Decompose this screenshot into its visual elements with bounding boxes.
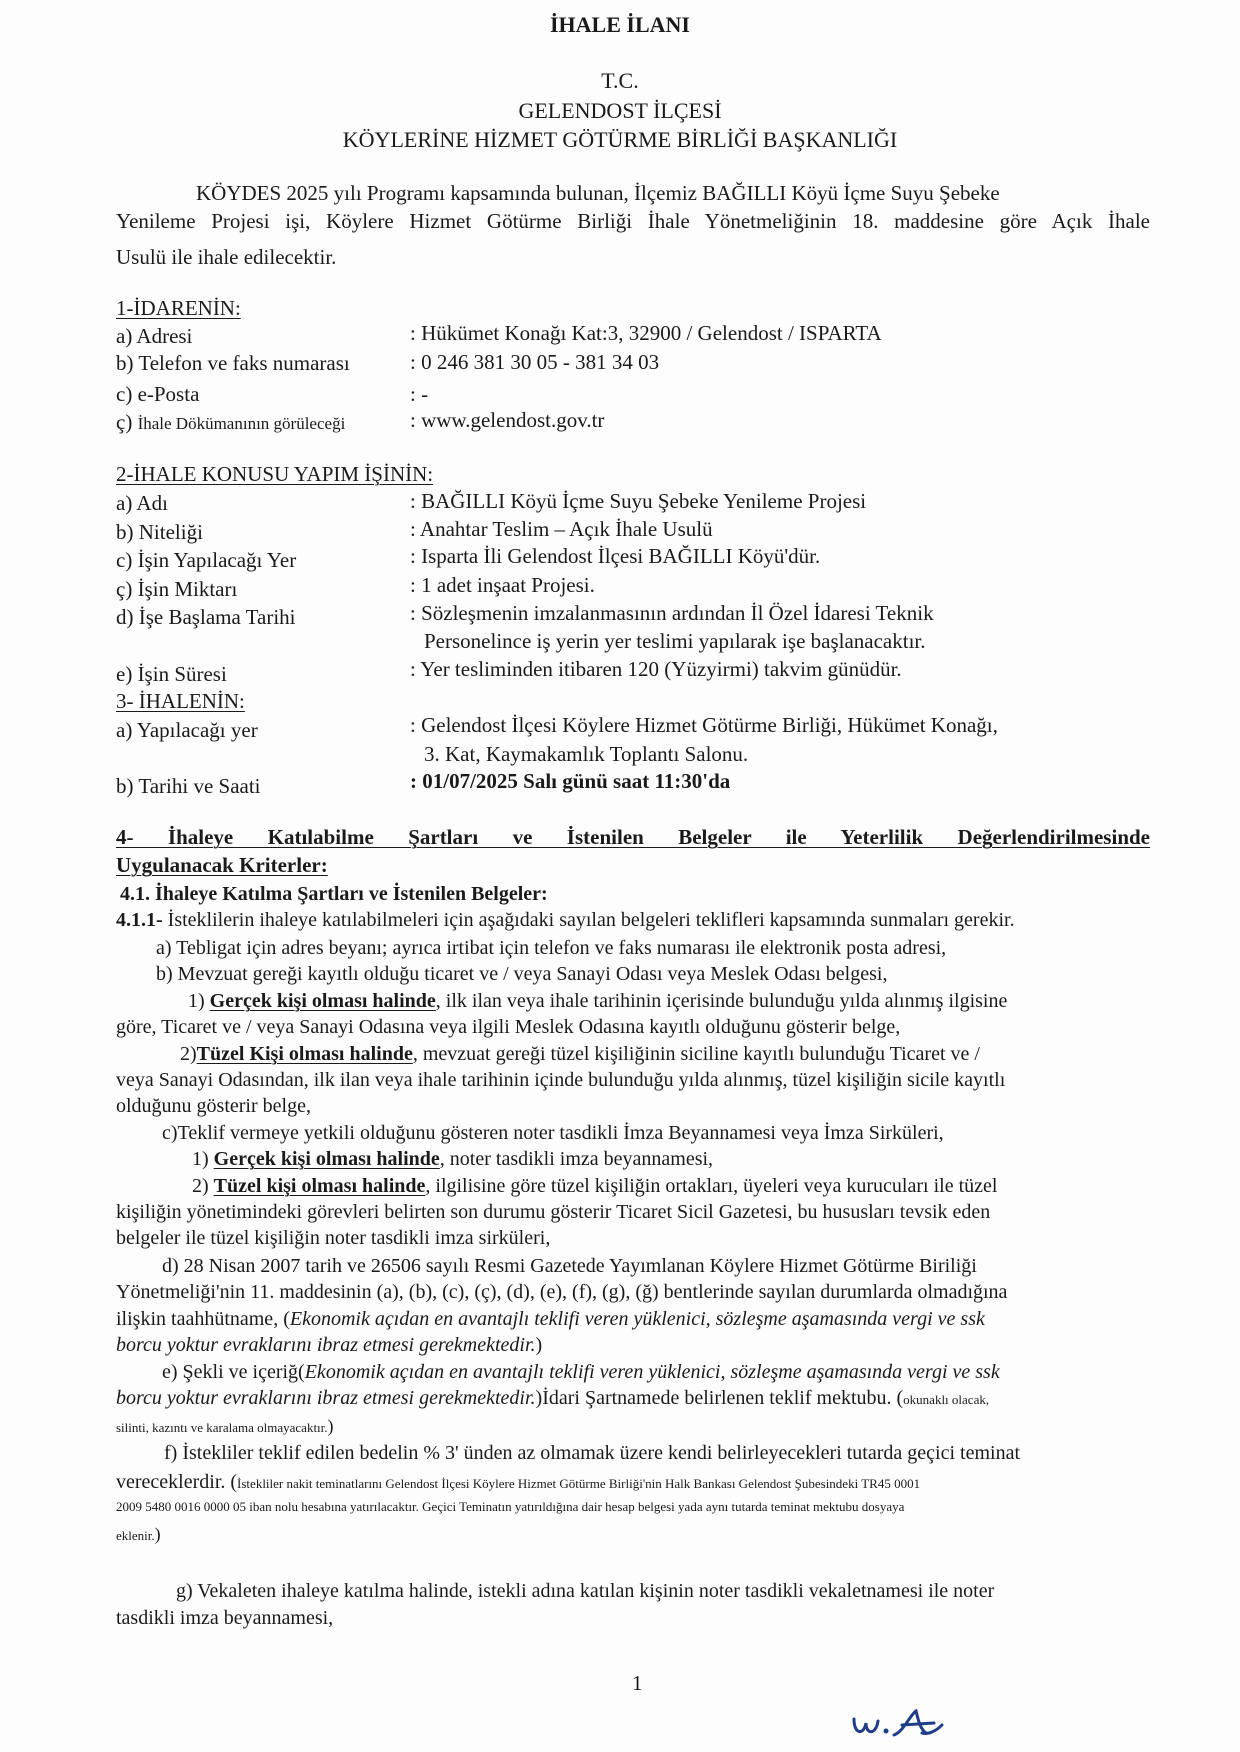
item-b2 — [180, 1041, 980, 1067]
item-b1-num: 1) — [188, 990, 210, 1012]
item-b1-bold: Gerçek kişi olması halinde — [209, 990, 436, 1012]
intro-line-3: Usulü ile ihale edilecektir. — [116, 245, 337, 269]
item-c1-num: 1) — [192, 1148, 214, 1170]
s3-label-datetime: b) Tarihi ve Saati — [116, 774, 261, 798]
item-e-line1-i: Ekonomik açıdan en avantajlı teklifi veren yüklenici, sözleşme aşamasında vergi ve ssk — [304, 1361, 1000, 1383]
item-f-line1: f) İstekliler teklif edilen bedelin % 3' ünden az olmamak üzere kendi belirleyecekleri tutarda geçici teminat — [164, 1442, 1021, 1464]
header-tc: T.C. — [601, 68, 639, 93]
item-e-line2-a: )İdari Şartnamede belirlenen teklif mektubu. ( — [535, 1387, 904, 1409]
item-e-line1-a: e) Şekli ve içeriğ( — [162, 1361, 305, 1383]
header-district: GELENDOST İLÇESİ — [518, 98, 722, 123]
section3-heading: 3- İHALENİN: — [116, 689, 245, 713]
p411 — [116, 907, 1015, 933]
item-e-line2-small: okunaklı olacak, — [903, 1392, 990, 1407]
section4-heading-1: 4- İhaleye Katılabilme Şartları ve İstenilen Belgeler ile Yeterlilik Değerlendirilmesinde — [116, 825, 1150, 849]
item-f-line2-small: İstekliler nakit teminatlarını Gelendost İlçesi Köylere Hizmet Götürme Birliği'nin Halk Bankası Gelendost Şubesindeki TR45 0001 — [237, 1476, 921, 1491]
item-b2-line3: olduğunu gösterir belge, — [116, 1095, 311, 1117]
item-b2-rest: , mevzuat gereği tüzel kişiliğinin siciline kayıtlı bulunduğu Ticaret ve / — [412, 1043, 980, 1065]
s2-value-location: : Isparta İli Gelendost İlçesi BAĞILLI Köyü'dür. — [410, 544, 821, 568]
intro-line-1: KÖYDES 2025 yılı Programı kapsamında bulunan, İlçemiz BAĞILLI Köyü İçme Suyu Şebeke — [196, 181, 1000, 205]
page-number: 1 — [632, 1671, 643, 1695]
s1-value-docs: : www.gelendost.gov.tr — [410, 408, 605, 432]
s3-label-place: a) Yapılacağı yer — [116, 718, 258, 742]
s1-value-phone: : 0 246 381 30 05 - 381 34 03 — [410, 350, 660, 374]
s3-value-place-2: 3. Kat, Kaymakamlık Toplantı Salonu. — [424, 742, 749, 766]
item-b2-num: 2) — [180, 1043, 197, 1065]
section2-heading: 2-İHALE KONUSU YAPIM İŞİNİN: — [116, 462, 434, 486]
item-d-line3-i: Ekonomik açıdan en avantajlı teklifi veren yüklenici, sözleşme aşamasında vergi ve ssk — [289, 1308, 985, 1330]
signature-mark — [850, 1705, 950, 1745]
s1-label-email: c) e-Posta — [116, 382, 200, 406]
item-c: c)Teklif vermeye yetkili olduğunu gösteren noter tasdikli İmza Beyannamesi veya İmza Sirküleri, — [162, 1122, 944, 1144]
item-c2-bold: Tüzel kişi olması halinde — [213, 1175, 426, 1197]
item-b1-line2: göre, Ticaret ve / veya Sanayi Odasına veya ilgili Meslek Odasına kayıtlı olduğunu gösterir belge, — [116, 1016, 901, 1038]
item-b1-rest: , ilk ilan veya ihale tarihinin içerisinde bulunduğu yılda alınmış ilgisine — [435, 990, 1008, 1012]
intro-line-2: Yenileme Projesi işi, Köylere Hizmet Götürme Birliği İhale Yönetmeliğinin 18. maddesine göre Açık İhale — [116, 209, 1150, 233]
s2-value-start: : Sözleşmenin imzalanmasının ardından İl Özel İdaresi Teknik — [410, 601, 934, 625]
s1-value-email: : - — [410, 382, 429, 406]
item-e-line2-i: borcu yoktur evraklarını ibraz etmesi gerekmektedir. — [116, 1387, 536, 1409]
item-g-line2: tasdikli imza beyannamesi, — [116, 1607, 334, 1629]
item-e-line1 — [162, 1359, 1000, 1385]
s2-value-duration: : Yer tesliminden itibaren 120 (Yüzyirmi) takvim günüdür. — [410, 657, 902, 681]
section1-heading: 1-İDARENİN: — [116, 296, 241, 320]
item-b2-bold: Tüzel Kişi olması halinde — [196, 1043, 413, 1065]
s2-label-name: a) Adı — [116, 491, 168, 515]
s1-label-address: a) Adresi — [116, 324, 193, 348]
item-c1-bold: Gerçek kişi olması halinde — [213, 1148, 440, 1170]
item-b2-line2: veya Sanayi Odasından, ilk ilan veya ihale tarihinin içinde bulunduğu yılda alınmış, tüzel kişiliğin sicile kayıtlı — [116, 1069, 1006, 1091]
item-c2-line3: belgeler ile tüzel kişiliğin noter tasdikli imza sirküleri, — [116, 1227, 551, 1249]
s1-label-phone: b) Telefon ve faks numarası — [116, 351, 350, 375]
section4-sub: 4.1. İhaleye Katılma Şartları ve İstenilen Belgeler: — [120, 883, 548, 905]
item-b1 — [188, 988, 1007, 1014]
item-d-line4-a: ) — [535, 1334, 543, 1356]
s1-label-docs-text: İhale Dökümanının görüleceği — [137, 414, 346, 433]
s3-value-place: : Gelendost İlçesi Köylere Hizmet Götürme Birliği, Hükümet Konağı, — [410, 713, 998, 737]
p411-text: İsteklilerin ihaleye katılabilmeleri için aşağıdaki sayılan belgeleri teklifleri kapsamında sunmaları gerekir. — [162, 909, 1015, 931]
item-d-line1: d) 28 Nisan 2007 tarih ve 26506 sayılı Resmi Gazetede Yayımlanan Köylere Hizmet Götürme Biriliği — [162, 1255, 977, 1277]
s2-label-quantity: ç) İşin Miktarı — [116, 577, 238, 601]
item-d-line3-a: ilişkin taahhütname, ( — [116, 1308, 290, 1330]
section4-heading-2: Uygulanacak Kriterler: — [116, 853, 328, 877]
item-c2 — [192, 1173, 997, 1199]
s2-label-nature: b) Niteliği — [116, 520, 203, 544]
item-c2-line2: kişiliğin yönetimindeki görevleri belirten son durumu gösterir Ticaret Sicil Gazetesi, bu hususları tevsik eden — [116, 1201, 991, 1223]
header-union: KÖYLERİNE HİZMET GÖTÜRME BİRLİĞİ BAŞKANLIĞI — [342, 127, 898, 152]
s2-label-start: d) İşe Başlama Tarihi — [116, 605, 296, 629]
item-f-line3: 2009 5480 0016 0000 05 iban nolu hesabına yatırılacaktır. Geçici Teminatın yatırıldığına dair hesap belgesi yada aynı tutarda teminat mektubu dosyaya — [116, 1499, 905, 1514]
item-f-line2 — [116, 1468, 920, 1497]
s1-label-docs — [116, 409, 345, 437]
item-g-line1: g) Vekaleten ihaleye katılma halinde, istekli adına katılan kişinin noter tasdikli vekaletnamesi ile noter — [176, 1580, 995, 1602]
item-f-line4-small: eklenir. — [116, 1528, 155, 1543]
item-d-line4 — [116, 1332, 542, 1358]
s2-label-location: c) İşin Yapılacağı Yer — [116, 548, 297, 572]
item-e-line2 — [116, 1385, 989, 1413]
item-a: a) Tebligat için adres beyanı; ayrıca irtibat için telefon ve faks numarası ile elektronik posta adresi, — [156, 937, 947, 959]
item-c2-rest: , ilgilisine göre tüzel kişiliğin ortakları, üyeleri veya kurucuları ile tüzel — [425, 1175, 998, 1197]
s1-label-docs-prefix: ç) — [116, 410, 138, 434]
p411-num: 4.1.1- — [116, 909, 163, 931]
item-e-line3 — [116, 1412, 334, 1441]
item-d-line4-i: borcu yoktur evraklarını ibraz etmesi gerekmektedir. — [116, 1334, 536, 1356]
s2-value-quantity: : 1 adet inşaat Projesi. — [410, 573, 595, 597]
item-f-line4 — [116, 1520, 161, 1549]
item-f-line2-a: vereceklerdir. ( — [116, 1471, 238, 1493]
item-c1-rest: , noter tasdikli imza beyannamesi, — [439, 1148, 714, 1170]
item-c1 — [192, 1146, 713, 1172]
item-c2-num: 2) — [192, 1175, 214, 1197]
s3-value-datetime: : 01/07/2025 Salı günü saat 11:30'da — [410, 769, 731, 793]
item-f-line4-a: ) — [154, 1524, 161, 1544]
s2-value-start-2: Personelince iş yerin yer teslimi yapılarak işe başlanacaktır. — [424, 629, 926, 653]
s1-value-address: : Hükümet Konağı Kat:3, 32900 / Gelendost / ISPARTA — [410, 321, 882, 345]
s2-value-nature: : Anahtar Teslim – Açık İhale Usulü — [410, 517, 713, 541]
document-title: İHALE İLANI — [550, 12, 690, 37]
s2-value-name: : BAĞILLI Köyü İçme Suyu Şebeke Yenileme Projesi — [410, 489, 867, 513]
item-d-line3 — [116, 1306, 985, 1332]
s2-label-duration: e) İşin Süresi — [116, 662, 227, 686]
item-d-line2: Yönetmeliği'nin 11. maddesinin (a), (b), (c), (ç), (d), (e), (f), (g), (ğ) bentlerinde sayılan durumlarda olmadığına — [116, 1281, 1008, 1303]
item-e-line3-small: silinti, kazıntı ve karalama olmayacaktır. — [116, 1420, 328, 1435]
item-b: b) Mevzuat gereği kayıtlı olduğu ticaret ve / veya Sanayi Odası veya Meslek Odası belgesi, — [156, 963, 888, 985]
item-e-line3-a: ) — [327, 1416, 334, 1436]
